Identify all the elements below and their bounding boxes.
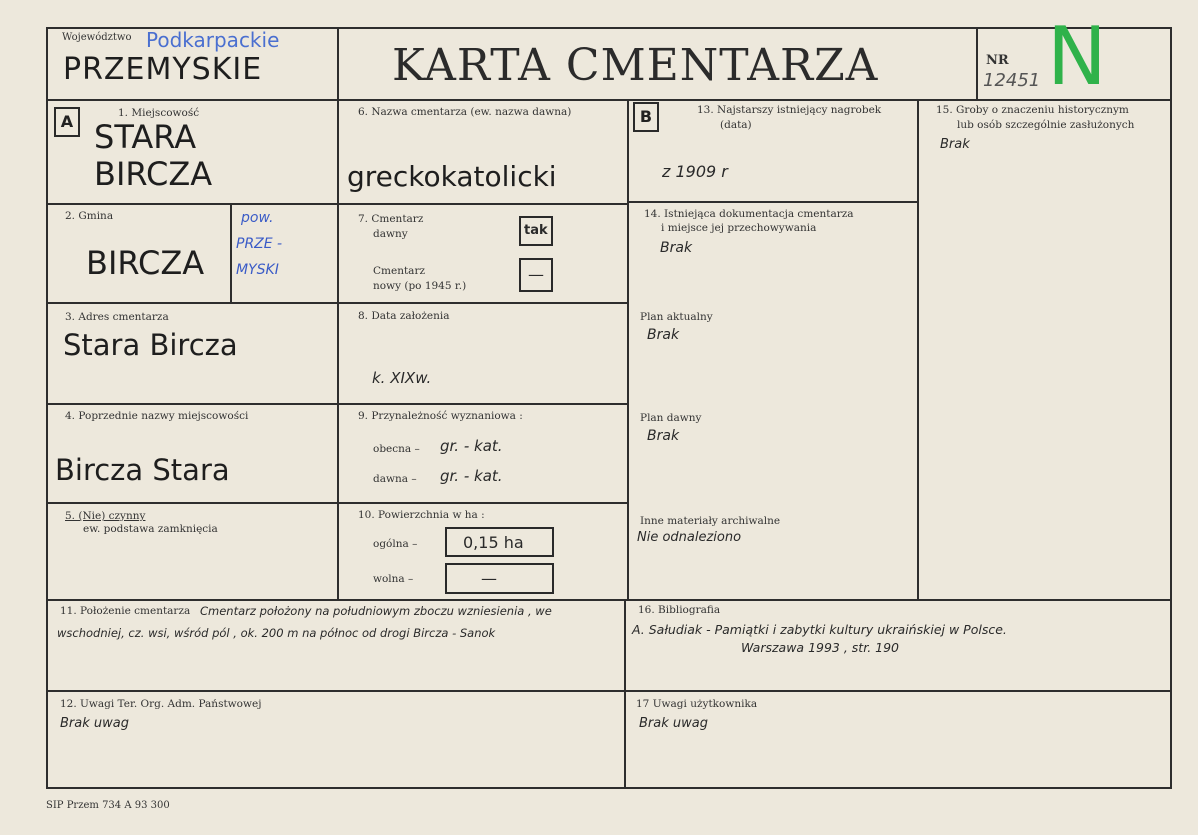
nowy-label-1: Cmentarz — [373, 265, 425, 277]
nowy-label-2: nowy (po 1945 r.) — [373, 280, 467, 292]
wojewodztwo-stamp: Podkarpackie — [146, 28, 280, 52]
polozenie-line2: wschodniej, cz. wsi, wśród pól , ok. 200 m na północ od drogi Bircza - Sanok — [57, 626, 496, 640]
nr-label: NR — [986, 53, 1009, 68]
cmentarz-label-2: dawny — [373, 228, 408, 240]
miejscowosc-line2: BIRCZA — [94, 155, 213, 193]
section-a-marker: A — [54, 107, 80, 137]
poprzednie-value: Bircza Stara — [55, 453, 230, 487]
wojewodztwo-value: PRZEMYSKIE — [63, 52, 263, 87]
adres-value: Stara Bircza — [63, 328, 238, 362]
ogolna-label: ogólna – — [373, 538, 418, 550]
uwagi-uzytk-value: Brak uwag — [639, 716, 708, 731]
ogolna-field[interactable] — [445, 527, 554, 557]
powierzchnia-label: 10. Powierzchnia w ha : — [358, 509, 485, 521]
gmina-label: 2. Gmina — [65, 210, 114, 222]
obecna-value: gr. - kat. — [440, 437, 503, 455]
inne-value: Nie odnaleziono — [637, 530, 742, 545]
nazwa-label: 6. Nazwa cmentarza (ew. nazwa dawna) — [358, 106, 572, 118]
bibliografia-line1: A. Sałudiak - Pamiątki i zabytki kultury ukraińskiej w Polsce. — [632, 622, 1007, 637]
big-letter-n: N — [1047, 10, 1107, 103]
dokumentacja-value: Brak — [660, 240, 693, 256]
inne-label: Inne materiały archiwalne — [640, 515, 781, 527]
zamkniecie-label: ew. podstawa zamknięcia — [83, 523, 218, 535]
wolna-field[interactable] — [445, 563, 554, 594]
wolna-label: wolna – — [373, 573, 414, 585]
header-divider — [47, 99, 1172, 101]
plan-aktualny-label: Plan aktualny — [640, 311, 713, 323]
nagrobek-label-1: 13. Najstarszy istniejący nagrobek — [697, 104, 882, 116]
row-bottom-2 — [47, 690, 1172, 692]
miejscowosc-line1: STARA — [94, 118, 197, 156]
row-b1 — [628, 201, 918, 203]
frame-bottom — [47, 787, 1172, 789]
frame-left — [46, 27, 48, 789]
frame-right — [1170, 27, 1172, 789]
data-label: 8. Data założenia — [358, 310, 450, 322]
row-bottom-1 — [47, 599, 1172, 601]
wojewodztwo-label: Województwo — [62, 32, 132, 43]
dawna-value: gr. - kat. — [440, 467, 503, 485]
ogolna-value: 0,15 ha — [463, 533, 524, 552]
polozenie-label: 11. Położenie cmentarza — [60, 605, 191, 617]
bottom-divider — [624, 600, 626, 788]
row-a1 — [47, 203, 628, 205]
nowy-value: — — [528, 265, 544, 284]
powiat-line2: PRZE - — [236, 236, 283, 252]
groby-label-1: 15. Groby o znaczeniu historycznym — [936, 104, 1129, 116]
dawna-label: dawna – — [373, 473, 417, 485]
col-divider-1 — [337, 99, 339, 600]
nazwa-value: greckokatolicki — [347, 160, 557, 193]
uwagi-uzytk-label: 17 Uwagi użytkownika — [636, 698, 758, 710]
obecna-label: obecna – — [373, 443, 420, 455]
header-v1 — [337, 27, 339, 101]
powiat-line1: pow. — [241, 210, 274, 226]
plan-dawny-label: Plan dawny — [640, 412, 702, 424]
dokumentacja-label-2: i miejsce jej przechowywania — [661, 222, 817, 234]
groby-value: Brak — [940, 137, 970, 152]
nowy-checkbox[interactable] — [519, 258, 553, 292]
row-a4 — [47, 502, 628, 504]
plan-aktualny-value: Brak — [647, 327, 680, 343]
powiat-line3: MYSKI — [236, 262, 279, 278]
gmina-powiat-divider — [230, 204, 232, 303]
gmina-value: BIRCZA — [86, 244, 205, 282]
col-divider-3 — [917, 99, 919, 600]
card-title: KARTA CMENTARZA — [392, 40, 879, 91]
section-b-marker: B — [633, 102, 659, 132]
row-a2 — [47, 302, 628, 304]
przynaleznosc-label: 9. Przynależność wyznaniowa : — [358, 410, 523, 422]
data-value: k. XIXw. — [372, 369, 432, 387]
uwagi-ter-label: 12. Uwagi Ter. Org. Adm. Państwowej — [60, 698, 262, 710]
adres-label: 3. Adres cmentarza — [65, 311, 169, 323]
cmentarz-label-1: 7. Cmentarz — [358, 213, 424, 225]
groby-label-2: lub osób szczególnie zasłużonych — [957, 119, 1135, 131]
wolna-value: — — [481, 569, 497, 588]
polozenie-line1: Cmentarz położony na południowym zboczu wzniesienia , we — [200, 604, 552, 618]
footer-code: SIP Przem 734 A 93 300 — [46, 800, 170, 811]
miejscowosc-label: 1. Miejscowość — [118, 107, 200, 119]
plan-dawny-value: Brak — [647, 428, 680, 444]
nr-value: 12451 — [983, 70, 1041, 91]
header-v2 — [976, 27, 978, 101]
dawny-value: tak — [524, 223, 548, 238]
row-a3 — [47, 403, 628, 405]
col-divider-2 — [627, 99, 629, 600]
nagrobek-value: z 1909 r — [662, 162, 728, 181]
nagrobek-label-2: (data) — [720, 119, 752, 131]
poprzednie-label: 4. Poprzednie nazwy miejscowości — [65, 410, 249, 422]
dokumentacja-label-1: 14. Istniejąca dokumentacja cmentarza — [644, 208, 854, 220]
dawny-checkbox[interactable] — [519, 216, 553, 246]
bibliografia-line2: Warszawa 1993 , str. 190 — [741, 640, 900, 655]
uwagi-ter-value: Brak uwag — [60, 716, 129, 731]
bibliografia-label: 16. Bibliografia — [638, 604, 721, 616]
czynny-label: 5. (Nie) czynny — [65, 510, 146, 522]
